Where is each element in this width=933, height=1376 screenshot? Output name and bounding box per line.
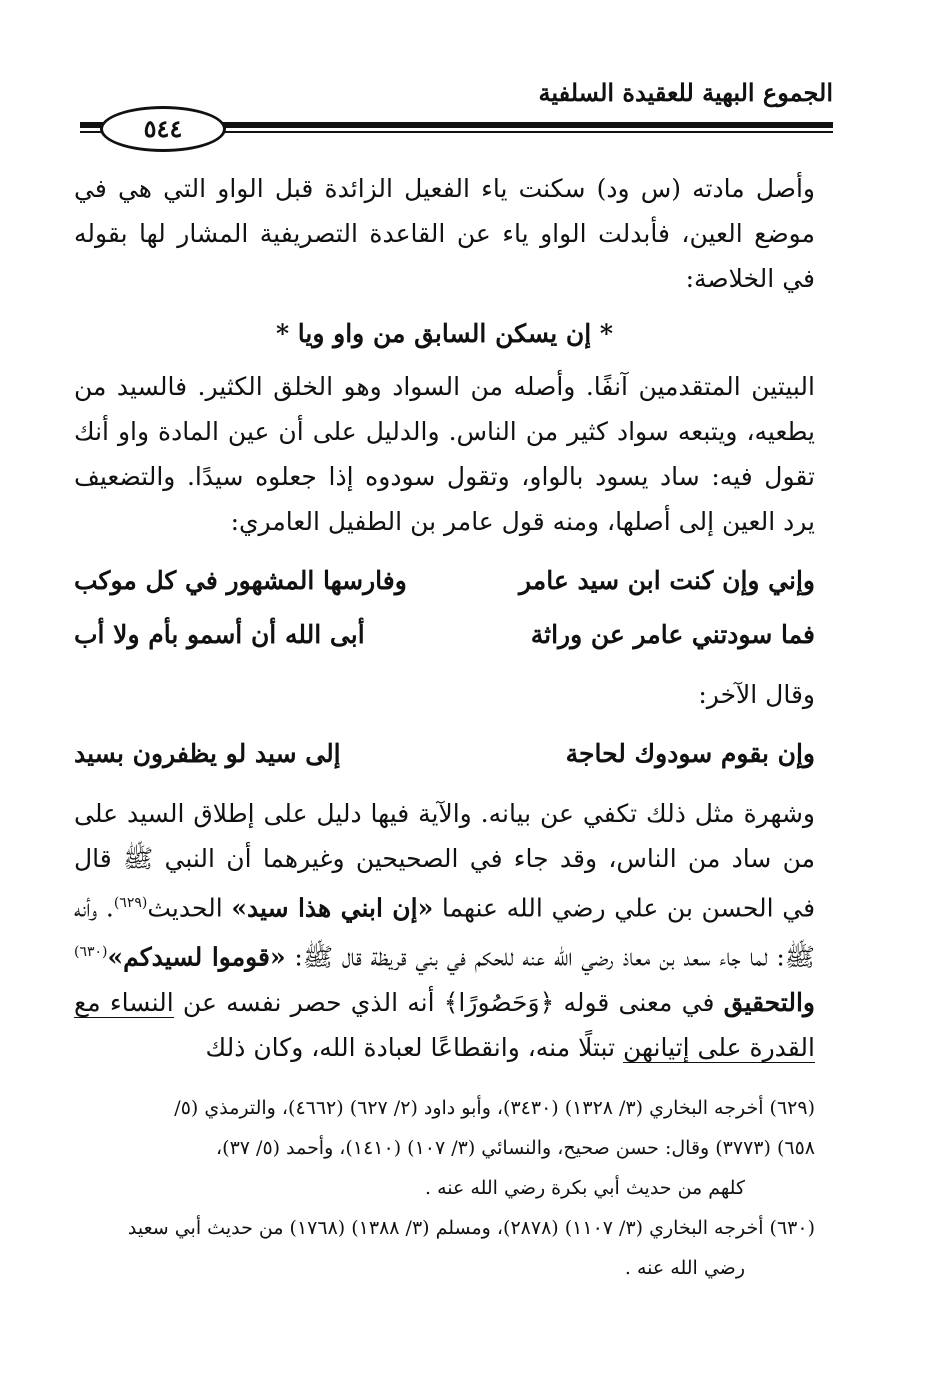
poem-hemistich-left: أبى الله أن أسمو بأم ولا أب xyxy=(74,620,365,649)
main-text xyxy=(74,166,815,1070)
poem-amir xyxy=(74,554,815,662)
footnote-ref-630[interactable]: (٦٣٠) xyxy=(74,944,108,961)
poem-line xyxy=(74,727,815,781)
hadith-quote-2: «قوموا لسيدكم» xyxy=(107,942,286,972)
poem-line xyxy=(74,608,815,662)
running-header-title: الجموع البهية للعقيدة السلفية xyxy=(538,78,833,107)
poem-other xyxy=(74,727,815,781)
poem-hemistich-right: وإن بقوم سودوك لحاجة xyxy=(565,739,815,768)
para4-text-c: . وأنه ﷺ: لما جاء سعد بن معاذ رضي الله عنه للحكم في بني قريظة قال ﷺ: xyxy=(74,893,815,972)
poem-line xyxy=(74,554,815,608)
page-number: ٥٤٤ xyxy=(100,106,226,152)
poem-hemistich-left: إلى سيد لو يظفرون بسيد xyxy=(74,739,341,768)
paragraph-4 xyxy=(74,791,815,1070)
poem-hemistich-left: وفارسها المشهور في كل موكب xyxy=(74,566,407,595)
centered-verse: * إن يسكن السابق من واو ويا * xyxy=(276,319,613,348)
footnote-ref-629[interactable]: (٦٢٩) xyxy=(113,895,148,911)
para4-text-f: تبتلًا منه، وانقطاعًا لعبادة الله، وكان ذلك xyxy=(205,1032,623,1062)
footnote-630-line-2: رضي الله عنه . xyxy=(624,1257,745,1279)
paragraph-1: وأصل مادته (س ود) سكنت ياء الفعيل الزائدة قبل الواو التي هي في موضع العين، فأبدلت الواو ياء عن القاعدة التصريفية المشار لها بقوله في الخلاصة: xyxy=(74,174,815,293)
footnote-630-line-1: (٦٣٠) أخرجه البخاري (٣/ ١١٠٧) (٢٨٧٨)، ومسلم (٣/ ١٣٨٨) (١٧٦٨) من حديث أبي سعيد xyxy=(127,1217,815,1239)
poem-hemistich-right: فما سودتني عامر عن وراثة xyxy=(530,620,815,649)
footnote-629-line-3: كلهم من حديث أبي بكرة رضي الله عنه . xyxy=(425,1177,745,1199)
para4-text-e: في معنى قوله ﴿وَحَصُورًا﴾ أنه الذي حصر نفسه عن xyxy=(173,987,724,1017)
paragraph-3: وقال الآخر: xyxy=(698,680,815,709)
paragraph-2: البيتين المتقدمين آنفًا. وأصله من السواد وهو الخلق الكثير. فالسيد من يطعيه، ويتبعه سواد كثير من الناس. والدليل على أن عين المادة واو أنك تقول فيه: ساد يسود بالواو، وتقول سودوه إذا جعلوه سيدًا. والتضعيف يرد العين إلى أصلها، ومنه قول عامر بن الطفيل العامري: xyxy=(74,372,815,536)
poem-hemistich-right: وإني وإن كنت ابن سيد عامر xyxy=(519,566,815,595)
para4-text-a: وشهرة مثل ذلك تكفي عن بيانه. والآية فيها دليل على إطلاق السيد على من ساد من الناس، وقد جاء في الصحيحين وغيرهما أن النبي ﷺ قال في الحسن بن علي رضي الله عنهما xyxy=(74,799,816,923)
footnote-629-line-1: (٦٢٩) أخرجه البخاري (٣/ ١٣٢٨) (٣٤٣٠)، وأبو داود (٢/ ٦٢٧) (٤٦٦٢)، والترمذي (٥/ xyxy=(174,1097,815,1119)
para4-text-b: الحديث xyxy=(147,893,232,923)
bold-term: والتحقيق xyxy=(723,987,815,1017)
underlined-phrase: النساء مع القدرة على إتيانهن xyxy=(74,987,815,1062)
footnote-629-line-2: ٦٥٨) (٣٧٧٣) وقال: حسن صحيح، والنسائي (٣/ ١٠٧) (١٤١٠)، وأحمد (٥/ ٣٧)، xyxy=(216,1137,815,1159)
hadith-quote-1: «إن ابني هذا سيد» xyxy=(231,893,434,923)
footnotes xyxy=(74,1088,815,1288)
